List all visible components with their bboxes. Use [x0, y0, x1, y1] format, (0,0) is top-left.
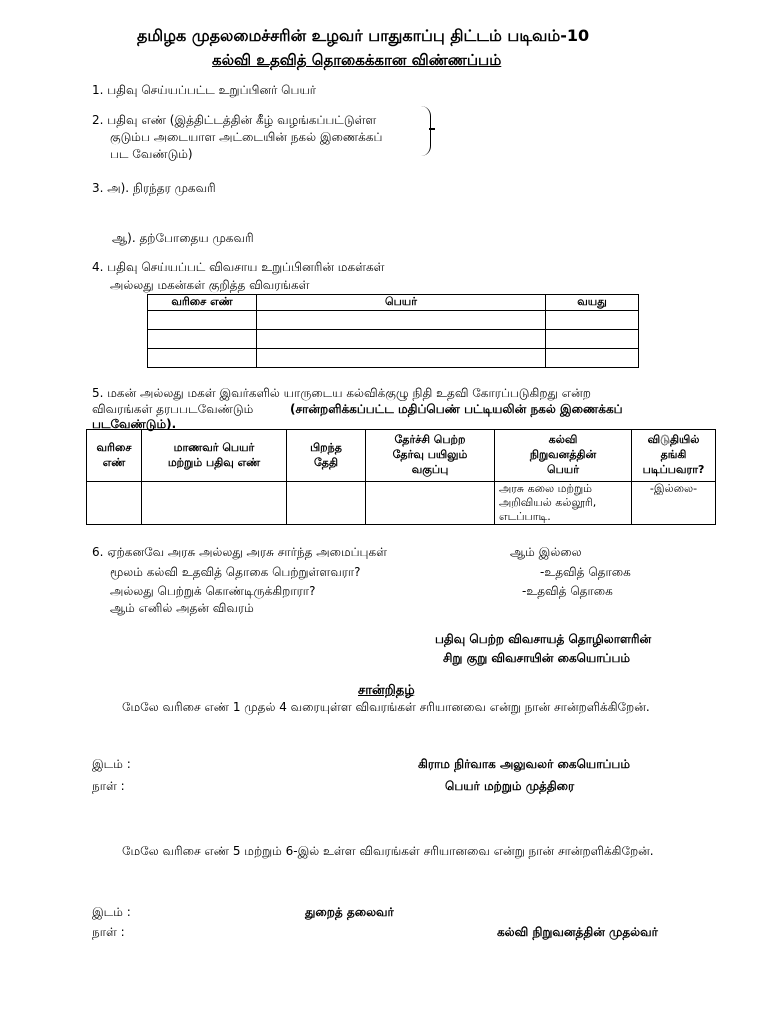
vao-signature: கிராம நிர்வாக அலுவலர் கையொப்பம் — [418, 757, 630, 771]
table-header-row — [87, 430, 716, 482]
item-6-line-1: 6. ஏற்கனவே அரசு அல்லது அரசு சார்ந்த அமைப்புகள் — [92, 545, 387, 559]
item-6-scholarship-2: -உதவித் தொகை — [522, 584, 613, 598]
children-table — [147, 294, 639, 368]
item-5-line-2b: (சான்றளிக்கப்பட்ட மதிப்பெண் பட்டியலின் நகல் இணைக்கப் — [290, 402, 623, 416]
certificate-paragraph-1: மேலே வரிசை எண் 1 முதல் 4 வரையுள்ள விவரங்கள் சரியானவை என்று நான் சான்றளிக்கிறேன். — [122, 700, 650, 714]
item-5-line-1: 5. மகன் அல்லது மகள் இவர்களில் யாருடைய கல்விக்குழு நிதி உதவி கோரப்படுகிறது என்ற — [92, 386, 591, 400]
farmer-signature-line-2: சிறு குறு விவசாயின் கையொப்பம் — [443, 651, 631, 665]
item-2-line-2: குடும்ப அடையாள அட்டையின் நகல் இணைக்கப் — [110, 130, 383, 144]
principal-signature: கல்வி நிறுவனத்தின் முதல்வர் — [497, 925, 658, 939]
certificate-paragraph-2: மேலே வரிசை எண் 5 மற்றும் 6-இல் உள்ள விவரங்கள் சரியானவை என்று நான் சான்றளிக்கிறேன். — [122, 844, 654, 858]
item-2-line-1: 2. பதிவு எண் (இத்திட்டத்தின் கீழ் வழங்கப்பட்டுள்ள — [92, 113, 377, 127]
form-title: தமிழக முதலமைச்சரின் உழவர் பாதுகாப்பு திட்டம் படிவம்-10 — [137, 26, 590, 45]
table-row — [87, 482, 716, 525]
col-class: தேர்ச்சி பெற்ற தேர்வு பயிலும் வகுப்பு — [366, 430, 495, 482]
table-row — [148, 311, 639, 330]
institution-cell: அரசு கலை மற்றும் அறிவியல் கல்லூரி, எடப்பாடி. — [495, 482, 632, 525]
item-6-line-4: ஆம் எனில் அதன் விவரம் — [110, 601, 254, 615]
hostel-cell: -இல்லை- — [632, 482, 716, 525]
item-6-yes-no: ஆம் இல்லை — [510, 545, 582, 559]
vao-name-seal: பெயர் மற்றும் முத்திரை — [445, 779, 575, 793]
item-5-line-2a: விவரங்கள் தரபபடவேண்டும் — [92, 402, 254, 416]
student-details-table — [86, 429, 716, 525]
item-5-line-3: படவேண்டும்). — [92, 417, 177, 431]
item-6-line-2: மூலம் கல்வி உதவித் தொகை பெற்றுள்ளவரா? — [110, 565, 361, 579]
item-3b-current-address: ஆ). தற்போதைய முகவரி — [112, 231, 254, 245]
item-6-scholarship-1: -உதவித் தொகை — [540, 565, 631, 579]
col-age: வயது — [546, 295, 639, 311]
department-head: துறைத் தலைவா் — [305, 905, 396, 919]
form-subtitle: கல்வி உதவித் தொகைக்கான விண்ணப்பம் — [212, 51, 502, 69]
item-4-line-2: அல்லது மகன்கள் குறித்த விவரங்கள் — [110, 278, 310, 292]
curly-brace-tip — [429, 128, 435, 130]
place-label-2: இடம் : — [92, 905, 131, 919]
col-birth-date: பிறந்த தேதி — [287, 430, 366, 482]
place-label-1: இடம் : — [92, 757, 131, 771]
table-row — [148, 349, 639, 368]
date-label-2: நாள் : — [92, 925, 125, 939]
col-institution: கல்வி நிறுவனத்தின் பெயர் — [495, 430, 632, 482]
item-6-line-3: அல்லது பெற்றுக் கொண்டிருக்கிறாரா? — [110, 584, 316, 598]
farmer-signature-line-1: பதிவு பெற்ற விவசாயத் தொழிலாளரின் — [435, 632, 652, 646]
curly-brace-icon — [418, 106, 431, 156]
table-header-row — [148, 295, 639, 311]
item-2-line-3: பட வேண்டும்) — [110, 147, 193, 161]
date-label-1: நாள் : — [92, 779, 125, 793]
item-4-line-1: 4. பதிவு செய்யப்பட் விவசாய உறுப்பினரின் மகள்கள் — [92, 260, 385, 274]
item-3a-permanent-address: 3. அ). நிரந்தர முகவரி — [92, 181, 216, 195]
item-1-member-name: 1. பதிவு செய்யப்பட்ட உறுப்பினர் பெயர் — [92, 83, 317, 97]
col-serial: வரிசை எண் — [87, 430, 142, 482]
col-serial: வரிசை எண் — [148, 295, 257, 311]
col-student-name: மாணவர் பெயர் மற்றும் பதிவு எண் — [142, 430, 287, 482]
certificate-heading: சான்றிதழ் — [358, 683, 415, 698]
table-row — [148, 330, 639, 349]
col-hostel: விடுதியில் தங்கி படிப்பவரா? — [632, 430, 716, 482]
col-name: பெயர் — [257, 295, 546, 311]
